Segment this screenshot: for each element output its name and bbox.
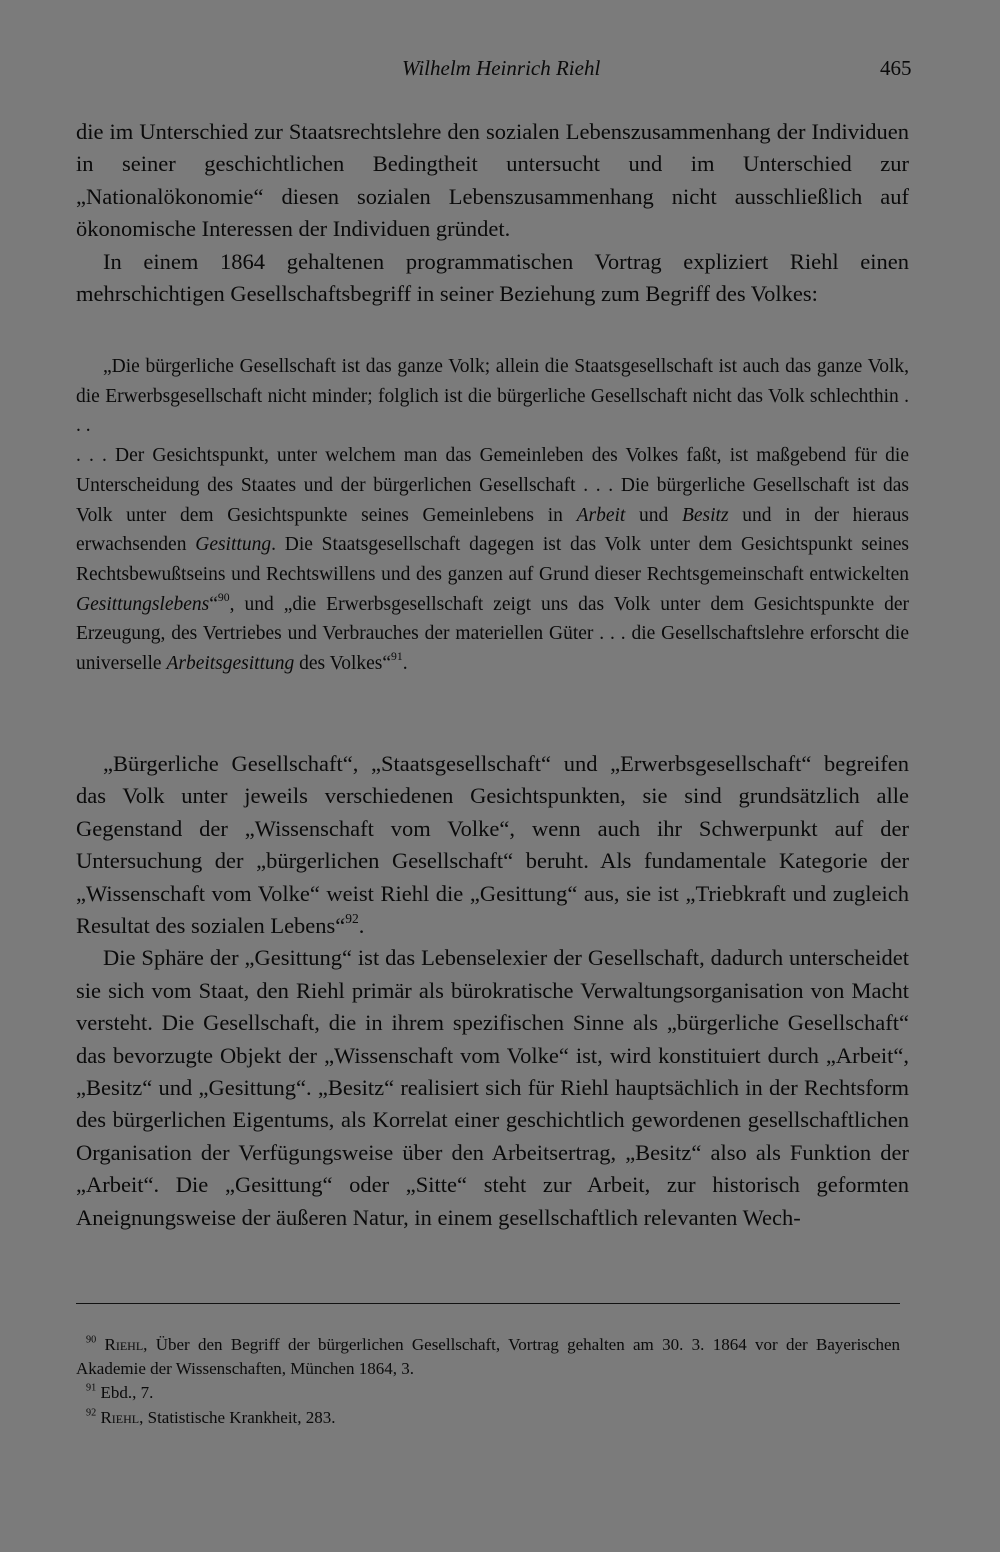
footnotes [76,1333,900,1430]
footnote-author: Riehl [100,1407,140,1427]
footnote-number: 92 [86,1406,97,1418]
footnote-92: $^{92}$ Riehl, Statistische Krankheit, 283. [86,1406,336,1427]
body-text-upper [76,116,909,310]
footnote-90: $^{90}$ Riehl, Über den Begriff der bürgerlichen Gesellschaft, Vortrag gehalten am 30. 3. 1864 vor der Bayerischen Akademie der Wissenschaften, München 1864, 3. [76,1334,901,1379]
footnote-ref-91[interactable]: 91 [391,650,403,664]
paragraph-continuation: die im Unterschied zur Staatsrechtslehre den sozialen Lebenszusammenhang der Individuen in seiner geschichtlichen Bedingtheit untersucht und im Unterschied zur „Nationalökonomie“ diesen sozialen Lebenszusammenhang nicht ausschließlich auf ökonomische Interessen der Individuen gründet. [76,119,909,242]
quote-part-1: „Die bürgerliche Gesellschaft ist das ganze Volk; allein die Staatsgesellschaft ist auch das ganze Volk, die Erwerbsgesellschaft nicht minder; folglich ist die bürgerliche Gesellschaft nicht das Volk schlechthin . . . [76,356,909,437]
footnote-number: 90 [86,1334,97,1346]
footnote-ref-92[interactable]: 92 [345,910,359,926]
emphasis-gesittung: Gesittung [195,534,272,556]
paragraph-intro-quote: In einem 1864 gehaltenen programmatischen Vortrag expliziert Riehl einen mehrschichtigen Gesellschaftsbegriff in seiner Beziehung zum Begriff des Volkes: [76,248,909,307]
quote-part-2: . . . Der Gesichtspunkt, unter welchem man das Gemeinleben des Volkes faßt, ist maßgebend für die Unterscheidung des Staates und der bürgerlichen Gesellschaft . . . Die bürgerliche Gesellschaft ist das Volk unter dem Gesichtspunkte seines Gemeinlebens in Arbeit und Besitz und in der hieraus erwachsenden Gesittung. Die Staatsgesellschaft dagegen ist das Volk unter dem Gesichtspunkt seines Rechtsbewußtseins und Rechtswillens und des ganzen auf Grund dieser Rechtsgemeinschaft entwickelten Gesittungslebens“$^{90}$, und „die Erwerbsgesellschaft zeigt uns das Volk unter dem Gesichtspunkte der Erzeugung, des Vertriebes und Verbrauches der materiellen Güter . . . die Gesellschaftslehre erforscht die universelle Arbeitsgesittung des Volkes“$^{91}$. [76,445,909,675]
emphasis-gesittungslebens: Gesittungslebens [76,593,210,615]
footnote-ref-90[interactable]: 90 [217,590,230,604]
emphasis-arbeitsgesittung: Arbeitsgesittung [166,653,295,675]
emphasis-besitz: Besitz [681,504,729,526]
running-header [0,56,1000,88]
paragraph-gesellschaft: „Bürgerliche Gesellschaft“, „Staatsgesellschaft“ und „Erwerbsgesellschaft“ begreifen das Volk unter jeweils verschiedenen Gesichtspunkten, sie sind grundsätzlich alle Gegenstand der „Wissenschaft vom Volke“, wenn auch ihr Schwerpunkt auf der Untersuchung der „bürgerlichen Gesellschaft“ beruht. Als fundamentale Kategorie der „Wissenschaft vom Volke“ weist Riehl die „Gesittung“ aus, sie ist „Triebkraft und zugleich Resultat des sozialen Lebens“$^{92}$. [76,751,909,939]
footnote-author: Riehl [104,1335,144,1354]
footnote-rule [76,1303,900,1304]
block-quote [76,352,909,679]
running-title: Wilhelm Heinrich Riehl [402,56,601,80]
page-number: 465 [880,56,912,80]
emphasis-arbeit: Arbeit [576,504,626,526]
footnote-91: $^{91}$ Ebd., 7. [86,1382,154,1403]
body-text-lower [76,748,909,1234]
footnote-number: 91 [86,1382,97,1394]
paragraph-gesittung: Die Sphäre der „Gesittung“ ist das Lebenselexier der Gesellschaft, dadurch unterscheidet sie sich vom Staat, den Riehl primär als bürokratische Verwaltungsorganisation von Macht versteht. Die Gesellschaft, die in ihrem spezifischen Sinne als „bürgerliche Gesellschaft“ das bevorzugte Objekt der „Wissenschaft vom Volke“ ist, wird konstituiert durch „Arbeit“, „Besitz“ und „Gesittung“. „Besitz“ realisiert sich für Riehl hauptsächlich in der Rechtsform des bürgerlichen Eigentums, als Korrelat einer geschichtlich gewordenen gesellschaftlichen Organisation der Verfügungsweise über den Arbeitsertrag, „Besitz“ also als Funktion der „Arbeit“. Die „Gesittung“ oder „Sitte“ steht zur Arbeit, zur historisch geformten Aneignungsweise der äußeren Natur, in einem gesellschaftlich relevanten Wech- [76,945,909,1230]
